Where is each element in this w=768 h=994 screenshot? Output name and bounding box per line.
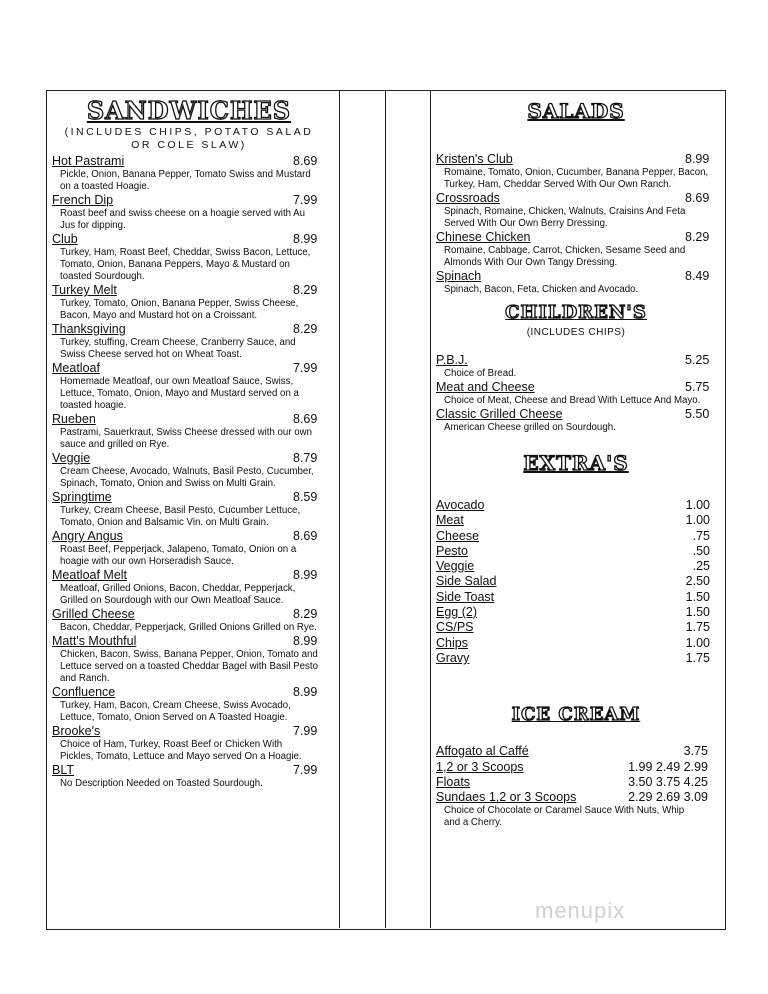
extras-list: [436, 498, 716, 666]
menu-row: [436, 620, 716, 635]
item-name: Kristen's Club: [436, 152, 513, 166]
item-name: Thanksgiving: [52, 322, 126, 336]
menu-item: [52, 451, 326, 490]
menu-item: [436, 230, 716, 269]
item-name: Side Salad: [436, 574, 497, 589]
item-description: Choice of Ham, Turkey, Roast Beef or Chicken With Pickles, Tomato, Lettuce and Mayo served On a Hoagie.: [60, 739, 302, 762]
menu-item: [52, 154, 326, 193]
item-name: Classic Grilled Cheese: [436, 407, 563, 421]
extras-title: EXTRA'S: [523, 451, 629, 475]
menu-row: [436, 790, 716, 805]
menu-item: [52, 361, 326, 412]
menu-item: [52, 763, 326, 790]
item-name: Springtime: [52, 490, 112, 504]
column-divider-right: [430, 90, 431, 928]
item-name: Confluence: [52, 685, 116, 699]
sandwiches-subtitle: (INCLUDES CHIPS, POTATO SALAD OR COLE SLAW): [64, 126, 314, 151]
item-price: 8.99: [293, 568, 318, 582]
item-name: Avocado: [436, 498, 485, 512]
menu-item: [436, 380, 716, 407]
item-name: Crossroads: [436, 191, 500, 205]
icecream-note: Choice of Chocolate or Caramel Sauce With Nuts, Whip and a Cherry.: [444, 805, 685, 829]
item-name: 1,2 or 3 Scoops: [436, 759, 524, 774]
item-price: 3.50 3.75 4.25: [628, 774, 708, 789]
item-name: Egg (2): [436, 605, 477, 620]
menu-item: [52, 193, 326, 232]
menu-row: [436, 636, 716, 651]
item-description: Meatloaf, Grilled Onions, Bacon, Cheddar, Pepperjack, Grilled on Sourdough with our Own Meatloaf Sauce.: [60, 583, 296, 606]
item-price: 2.29 2.69 3.09: [628, 790, 708, 805]
item-description: Bacon, Cheddar, Pepperjack, Grilled Onions Grilled on Rye.: [60, 622, 317, 633]
menu-row: [436, 651, 716, 666]
item-price: 1.99 2.49 2.99: [628, 759, 708, 774]
item-price: 8.99: [293, 634, 318, 648]
item-description: Turkey, Cream Cheese, Basil Pesto, Cucumber Lettuce, Tomato, Onion and Balsamic Vin. on Multi Grain.: [60, 505, 301, 528]
item-name: BLT: [52, 763, 74, 777]
item-price: 1.50: [685, 589, 710, 604]
item-price: 1.50: [685, 605, 710, 620]
item-name: CS/PS: [436, 620, 474, 635]
item-name: Side Toast: [436, 589, 495, 604]
item-description: Spinach, Romaine, Chicken, Walnuts, Craisins And Feta Served With Our Own Berry Dressing.: [444, 206, 686, 229]
item-name: Turkey Melt: [52, 283, 117, 297]
item-name: Grilled Cheese: [52, 607, 135, 621]
item-description: Turkey, Ham, Bacon, Cream Cheese, Swiss Avocado, Lettuce, Tomato, Onion Served on A Toasted Hoagie.: [60, 700, 291, 723]
menu-row: [436, 498, 716, 513]
item-name: Affogato al Caffé: [436, 744, 529, 759]
menu-item: [436, 407, 716, 434]
menu-row: [436, 529, 716, 544]
childrens-list: [436, 353, 716, 434]
right-column: [436, 96, 716, 829]
item-price: .25: [692, 559, 710, 574]
item-price: 8.49: [685, 269, 710, 283]
menu-item: [436, 269, 716, 296]
item-price: 8.29: [293, 607, 318, 621]
item-price: 8.69: [293, 154, 318, 168]
item-price: 8.59: [293, 490, 318, 504]
item-price: 7.99: [293, 361, 318, 375]
item-price: 7.99: [293, 193, 318, 207]
item-price: 5.75: [685, 380, 710, 394]
item-description: American Cheese grilled on Sourdough.: [444, 422, 616, 433]
menu-row: [436, 590, 716, 605]
item-name: Cheese: [436, 528, 480, 543]
menu-item: [52, 490, 326, 529]
item-price: 8.69: [685, 191, 710, 205]
menu-row: [436, 760, 716, 775]
item-name: P.B.J.: [436, 353, 468, 367]
item-name: Sundaes 1,2 or 3 Scoops: [436, 790, 577, 805]
menu-item: [436, 353, 716, 380]
item-price: 8.99: [293, 232, 318, 246]
item-price: 8.99: [685, 152, 710, 166]
item-name: Meat and Cheese: [436, 380, 535, 394]
item-name: Angry Angus: [52, 529, 123, 543]
menu-row: [436, 513, 716, 528]
item-price: 1.75: [685, 620, 710, 635]
item-price: .75: [692, 528, 710, 543]
item-price: 5.50: [685, 407, 710, 421]
item-price: 8.29: [685, 230, 710, 244]
menu-item: [436, 152, 716, 191]
item-price: 8.69: [293, 412, 318, 426]
item-price: 8.79: [293, 451, 318, 465]
item-description: Turkey, stuffing, Cream Cheese, Cranberry Sauce, and Swiss Cheese served hot on Wheat Toast.: [60, 337, 296, 360]
column-divider-left: [339, 90, 340, 928]
item-name: Matt's Mouthful: [52, 634, 137, 648]
item-price: 1.00: [685, 513, 710, 528]
item-description: Roast Beef, Pepperjack, Jalapeno, Tomato, Onion on a hoagie with our own Horseradish Sauce.: [60, 544, 297, 567]
item-description: Choice of Bread.: [444, 368, 517, 379]
item-name: Club: [52, 232, 78, 246]
item-name: Veggie: [52, 451, 91, 465]
item-name: Chinese Chicken: [436, 230, 531, 244]
menu-row: [436, 775, 716, 790]
item-description: Pastrami, Sauerkraut, Swiss Cheese dressed with our own sauce and grilled on Rye.: [60, 427, 312, 450]
item-name: Meat: [436, 513, 464, 528]
menu-row: [436, 559, 716, 574]
item-description: Chicken, Bacon, Swiss, Banana Pepper, Onion, Tomato and Lettuce served on a toasted Cheddar Bagel with Basil Pesto and Ranch.: [60, 649, 318, 684]
item-price: 8.29: [293, 283, 318, 297]
item-description: Pickle, Onion, Banana Pepper, Tomato Swiss and Mustard on a toasted Hoagie.: [60, 169, 311, 192]
menu-row: [436, 744, 716, 759]
item-price: 8.99: [293, 685, 318, 699]
menu-item: [52, 412, 326, 451]
item-description: Turkey, Ham, Roast Beef, Cheddar, Swiss Bacon, Lettuce, Tomato, Onion, Banana Peppers, Mayo & Mustard on toasted Sourdough.: [60, 247, 311, 282]
item-description: Choice of Meat, Cheese and Bread With Lettuce And Mayo.: [444, 395, 701, 406]
item-price: .50: [692, 543, 710, 558]
menu-item: [52, 568, 326, 607]
sandwiches-title: SANDWICHES: [86, 96, 292, 125]
menu-item: [52, 529, 326, 568]
item-price: 8.69: [293, 529, 318, 543]
item-description: Turkey, Tomato, Onion, Banana Pepper, Swiss Cheese, Bacon, Mayo and Mustard hot on a Croissant.: [60, 298, 299, 321]
menu-row: [436, 605, 716, 620]
icecream-title: ICE CREAM: [511, 704, 641, 726]
childrens-subtitle: (INCLUDES CHIPS): [526, 327, 626, 338]
item-description: Roast beef and swiss cheese on a hoagie served with Au Jus for dipping.: [60, 208, 306, 231]
item-price: 5.25: [685, 353, 710, 367]
salads-title: SALADS: [527, 99, 625, 123]
menu-item: [52, 634, 326, 685]
item-price: 1.00: [685, 498, 710, 512]
menu-item: [52, 685, 326, 724]
item-name: Gravy: [436, 650, 470, 665]
item-price: 8.29: [293, 322, 318, 336]
item-name: Rueben: [52, 412, 96, 426]
item-price: 1.00: [685, 635, 710, 650]
item-description: Cream Cheese, Avocado, Walnuts, Basil Pesto, Cucumber, Spinach, Tomato, Onion and Swiss on Multi Grain.: [60, 466, 314, 489]
sandwich-list: [52, 154, 326, 790]
item-price: 7.99: [293, 724, 318, 738]
item-price: 1.75: [685, 650, 710, 665]
item-name: Floats: [436, 774, 471, 789]
item-price: 7.99: [293, 763, 318, 777]
column-divider-center: [385, 90, 386, 928]
menu-item: [52, 322, 326, 361]
item-name: Chips: [436, 635, 468, 650]
item-name: Brooke's: [52, 724, 101, 738]
item-description: Romaine, Tomato, Onion, Cucumber, Banana Pepper, Bacon, Turkey, Ham, Cheddar Served With Our Own Ranch.: [444, 167, 709, 190]
item-name: Pesto: [436, 543, 468, 558]
menu-item: [52, 724, 326, 763]
icecream-list: [436, 744, 716, 805]
menupix-watermark: menupix: [535, 898, 626, 923]
item-description: Homemade Meatloaf, our own Meatloaf Sauce, Swiss, Lettuce, Tomato, Onion, Mayo and Mustard served on a toasted hoagie.: [60, 376, 299, 411]
menu-row: [436, 544, 716, 559]
item-name: Meatloaf Melt: [52, 568, 128, 582]
menu-item: [52, 283, 326, 322]
menu-item: [52, 607, 326, 634]
menu-row: [436, 574, 716, 589]
item-description: Romaine, Cabbage, Carrot, Chicken, Sesame Seed and Almonds With Our Own Tangy Dressing.: [444, 245, 686, 268]
item-name: French Dip: [52, 193, 114, 207]
item-name: Veggie: [436, 559, 475, 574]
childrens-title: CHILDREN'S: [505, 302, 647, 323]
item-name: Hot Pastrami: [52, 154, 125, 168]
item-description: Spinach, Bacon, Feta, Chicken and Avocado.: [444, 284, 639, 295]
menu-item: [436, 191, 716, 230]
sandwiches-section: [52, 96, 326, 790]
item-description: No Description Needed on Toasted Sourdough.: [60, 778, 263, 789]
item-name: Meatloaf: [52, 361, 100, 375]
menu-item: [52, 232, 326, 283]
item-price: 2.50: [685, 574, 710, 589]
item-name: Spinach: [436, 269, 482, 283]
item-price: 3.75: [683, 744, 708, 759]
salad-list: [436, 152, 716, 296]
